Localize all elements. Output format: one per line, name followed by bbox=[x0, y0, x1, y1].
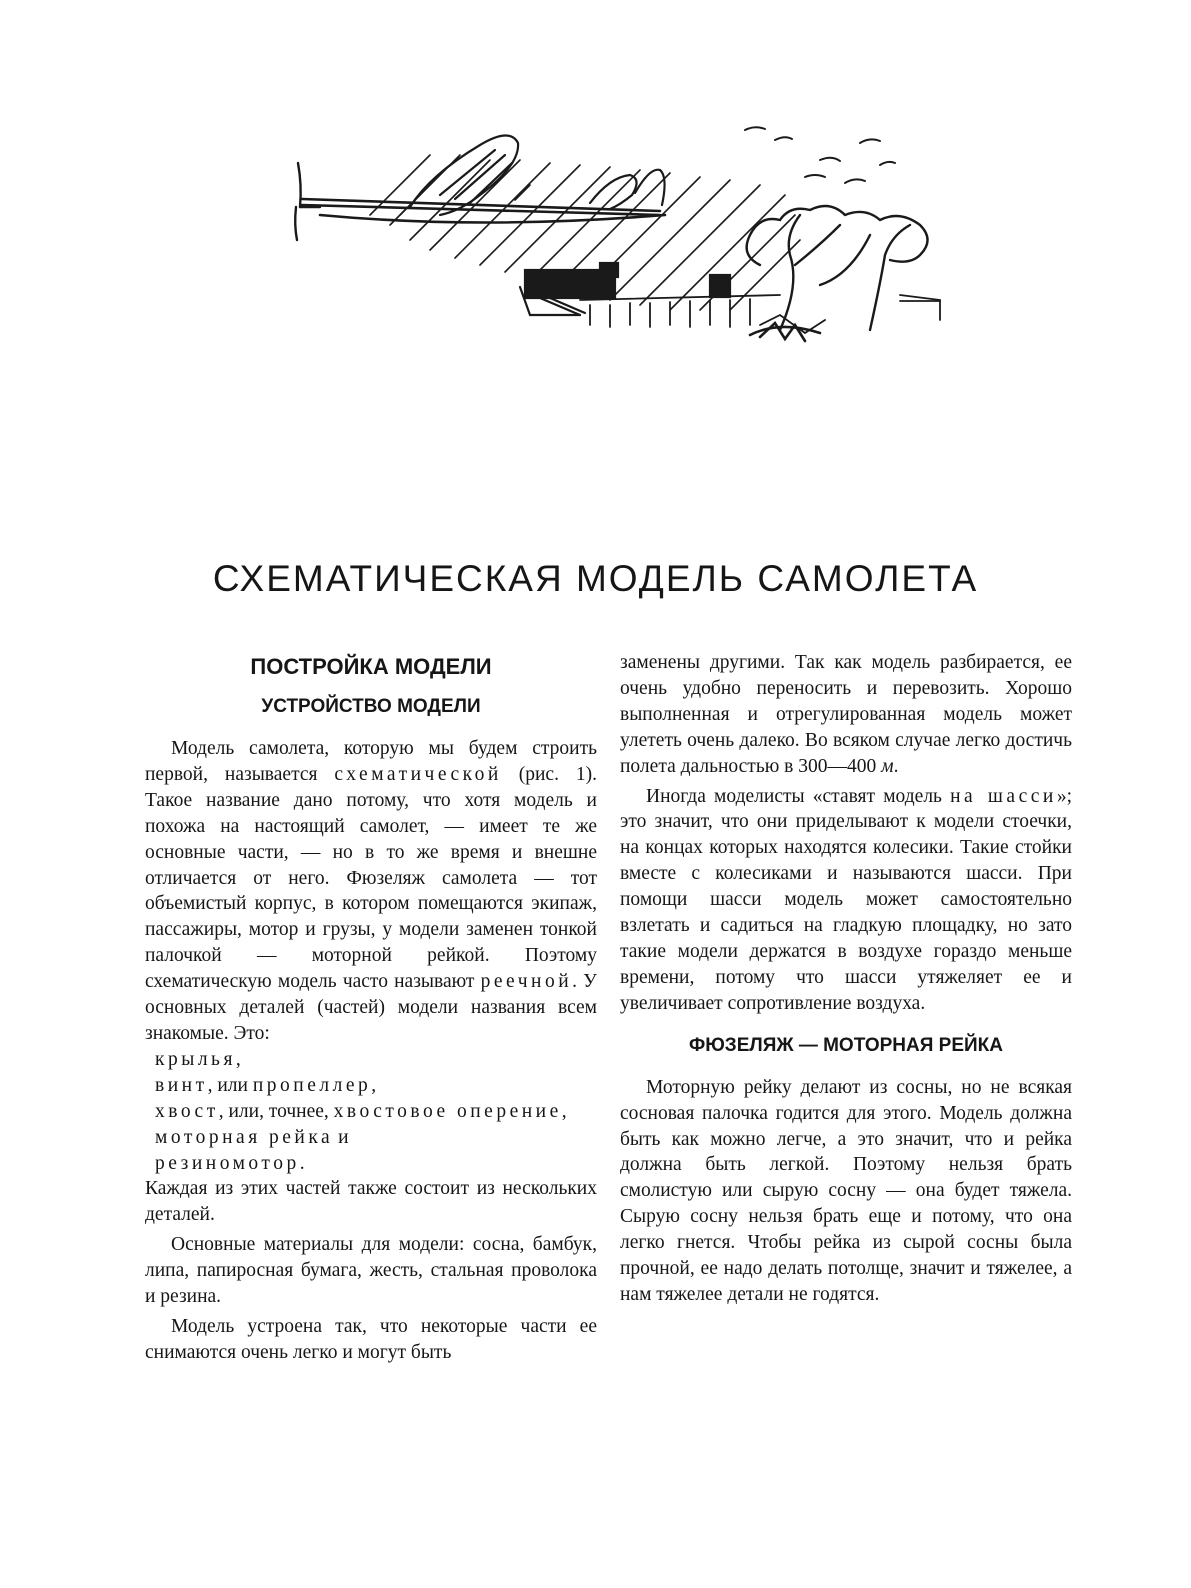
text-run: заменены другими. Так как модель разбирается, ее очень удобно переносить и перевозить. Хорошо выполненная и отрегулированная модель может улететь очень далеко. Во всяком случае легко достичь полета дальностью в 300—400 bbox=[620, 652, 1072, 777]
text-run: . bbox=[299, 1152, 305, 1174]
text-run: . bbox=[893, 755, 899, 777]
fence-icon bbox=[580, 295, 940, 333]
left-column bbox=[145, 652, 597, 1366]
fuselage-icon bbox=[302, 199, 665, 223]
spaced-term: хвост bbox=[155, 1100, 219, 1122]
spaced-term: пропеллер bbox=[252, 1074, 372, 1096]
text-run: »; это значит, что они приделывают к модели стоечки, на концах которых находятся колесики. Такие стойки вместе с колесиками и называются шасси. При помощи шасси модель может самостоятельно взлетать и садиться на гладкую площадку, но зато такие модели держатся в воздухе гораздо меньше времени, потому что шасси утяжеляет ее и увеличивает сопротивление воздуха. bbox=[620, 785, 1072, 1014]
spaced-term: реечной bbox=[480, 971, 573, 993]
right-column bbox=[620, 650, 1072, 1308]
paragraph bbox=[620, 784, 1072, 1017]
list-item bbox=[145, 1151, 597, 1177]
text-run: Иногда моделисты «ставят модель bbox=[646, 785, 951, 807]
propeller-icon bbox=[295, 163, 320, 240]
list-item bbox=[145, 1125, 597, 1151]
list-item bbox=[145, 1099, 597, 1125]
paragraph bbox=[620, 650, 1072, 780]
spaced-term: винт bbox=[155, 1074, 208, 1096]
spaced-term: хвостовое оперение bbox=[333, 1100, 562, 1122]
airplane-illustration bbox=[280, 115, 960, 355]
section-heading: ПОСТРОЙКА МОДЕЛИ bbox=[250, 654, 492, 679]
spaced-term: схематической bbox=[334, 763, 502, 785]
list-item: крылья, bbox=[155, 1048, 245, 1070]
spaced-term: моторная рейка bbox=[155, 1126, 334, 1148]
paragraph: Основные материалы для модели: сосна, бамбук, липа, папиросная бумага, жесть, стальная проволока и резина. bbox=[145, 1234, 597, 1308]
list-item bbox=[145, 1073, 597, 1099]
unit-text: м bbox=[881, 755, 894, 777]
text-run: (рис. 1). Такое название дано потому, что хотя модель и похожа на настоящий самолет, — имеет те же основные части, — но в то же время и внешне отличается от него. Фюзеляж самолета — тот объемистый корпус, в котором помещаются экипаж, пассажиры, мотор и грузы, у модели заменен тонкой палочкой — моторной рейкой. Поэтому схематическую модель часто называют bbox=[145, 763, 597, 993]
spaced-term: резиномотор bbox=[155, 1152, 300, 1174]
text-run: , или, точнее, bbox=[218, 1100, 334, 1122]
text-run: , bbox=[371, 1074, 377, 1096]
section-heading: ФЮЗЕЛЯЖ — МОТОРНАЯ РЕЙКА bbox=[689, 1034, 1003, 1056]
paragraph bbox=[145, 736, 597, 1047]
paragraph: Каждая из этих частей также состоит из нескольких деталей. bbox=[145, 1178, 597, 1226]
spaced-term: на шасси bbox=[950, 785, 1057, 807]
text-run: . У основных деталей (частей) модели названия всем знакомые. Это: bbox=[145, 971, 597, 1044]
text-run: Модель самолета, которую мы будем строить первой, называется bbox=[145, 738, 597, 785]
text-run: , bbox=[561, 1100, 567, 1122]
text-run: и bbox=[333, 1126, 349, 1148]
page-title: СХЕМАТИЧЕСКАЯ МОДЕЛЬ САМОЛЕТА bbox=[212, 558, 979, 599]
paragraph: Модель устроена так, что некоторые части ее снимаются очень легко и могут быть bbox=[145, 1315, 597, 1363]
parts-list bbox=[145, 1047, 597, 1177]
house-icon bbox=[520, 263, 730, 315]
subsection-heading: УСТРОЙСТВО МОДЕЛИ bbox=[261, 696, 481, 717]
birds-icon bbox=[745, 127, 895, 183]
tree-icon bbox=[747, 206, 928, 330]
paragraph: Моторную рейку делают из сосны, но не всякая сосновая палочка годится для этого. Модель должна быть как можно легче, а это значит, что и рейка должна быть легкой. Поэтому нельзя брать смолистую или сырую сосну — она будет тяжела. Сырую сосну нельзя брать еще и потому, что она легко гнется. Чтобы рейка из сырой сосны была прочной, ее надо делать потолще, значит и тяжелее, а нам тяжелее детали не годятся. bbox=[620, 1076, 1072, 1305]
text-run: , или bbox=[207, 1074, 253, 1096]
